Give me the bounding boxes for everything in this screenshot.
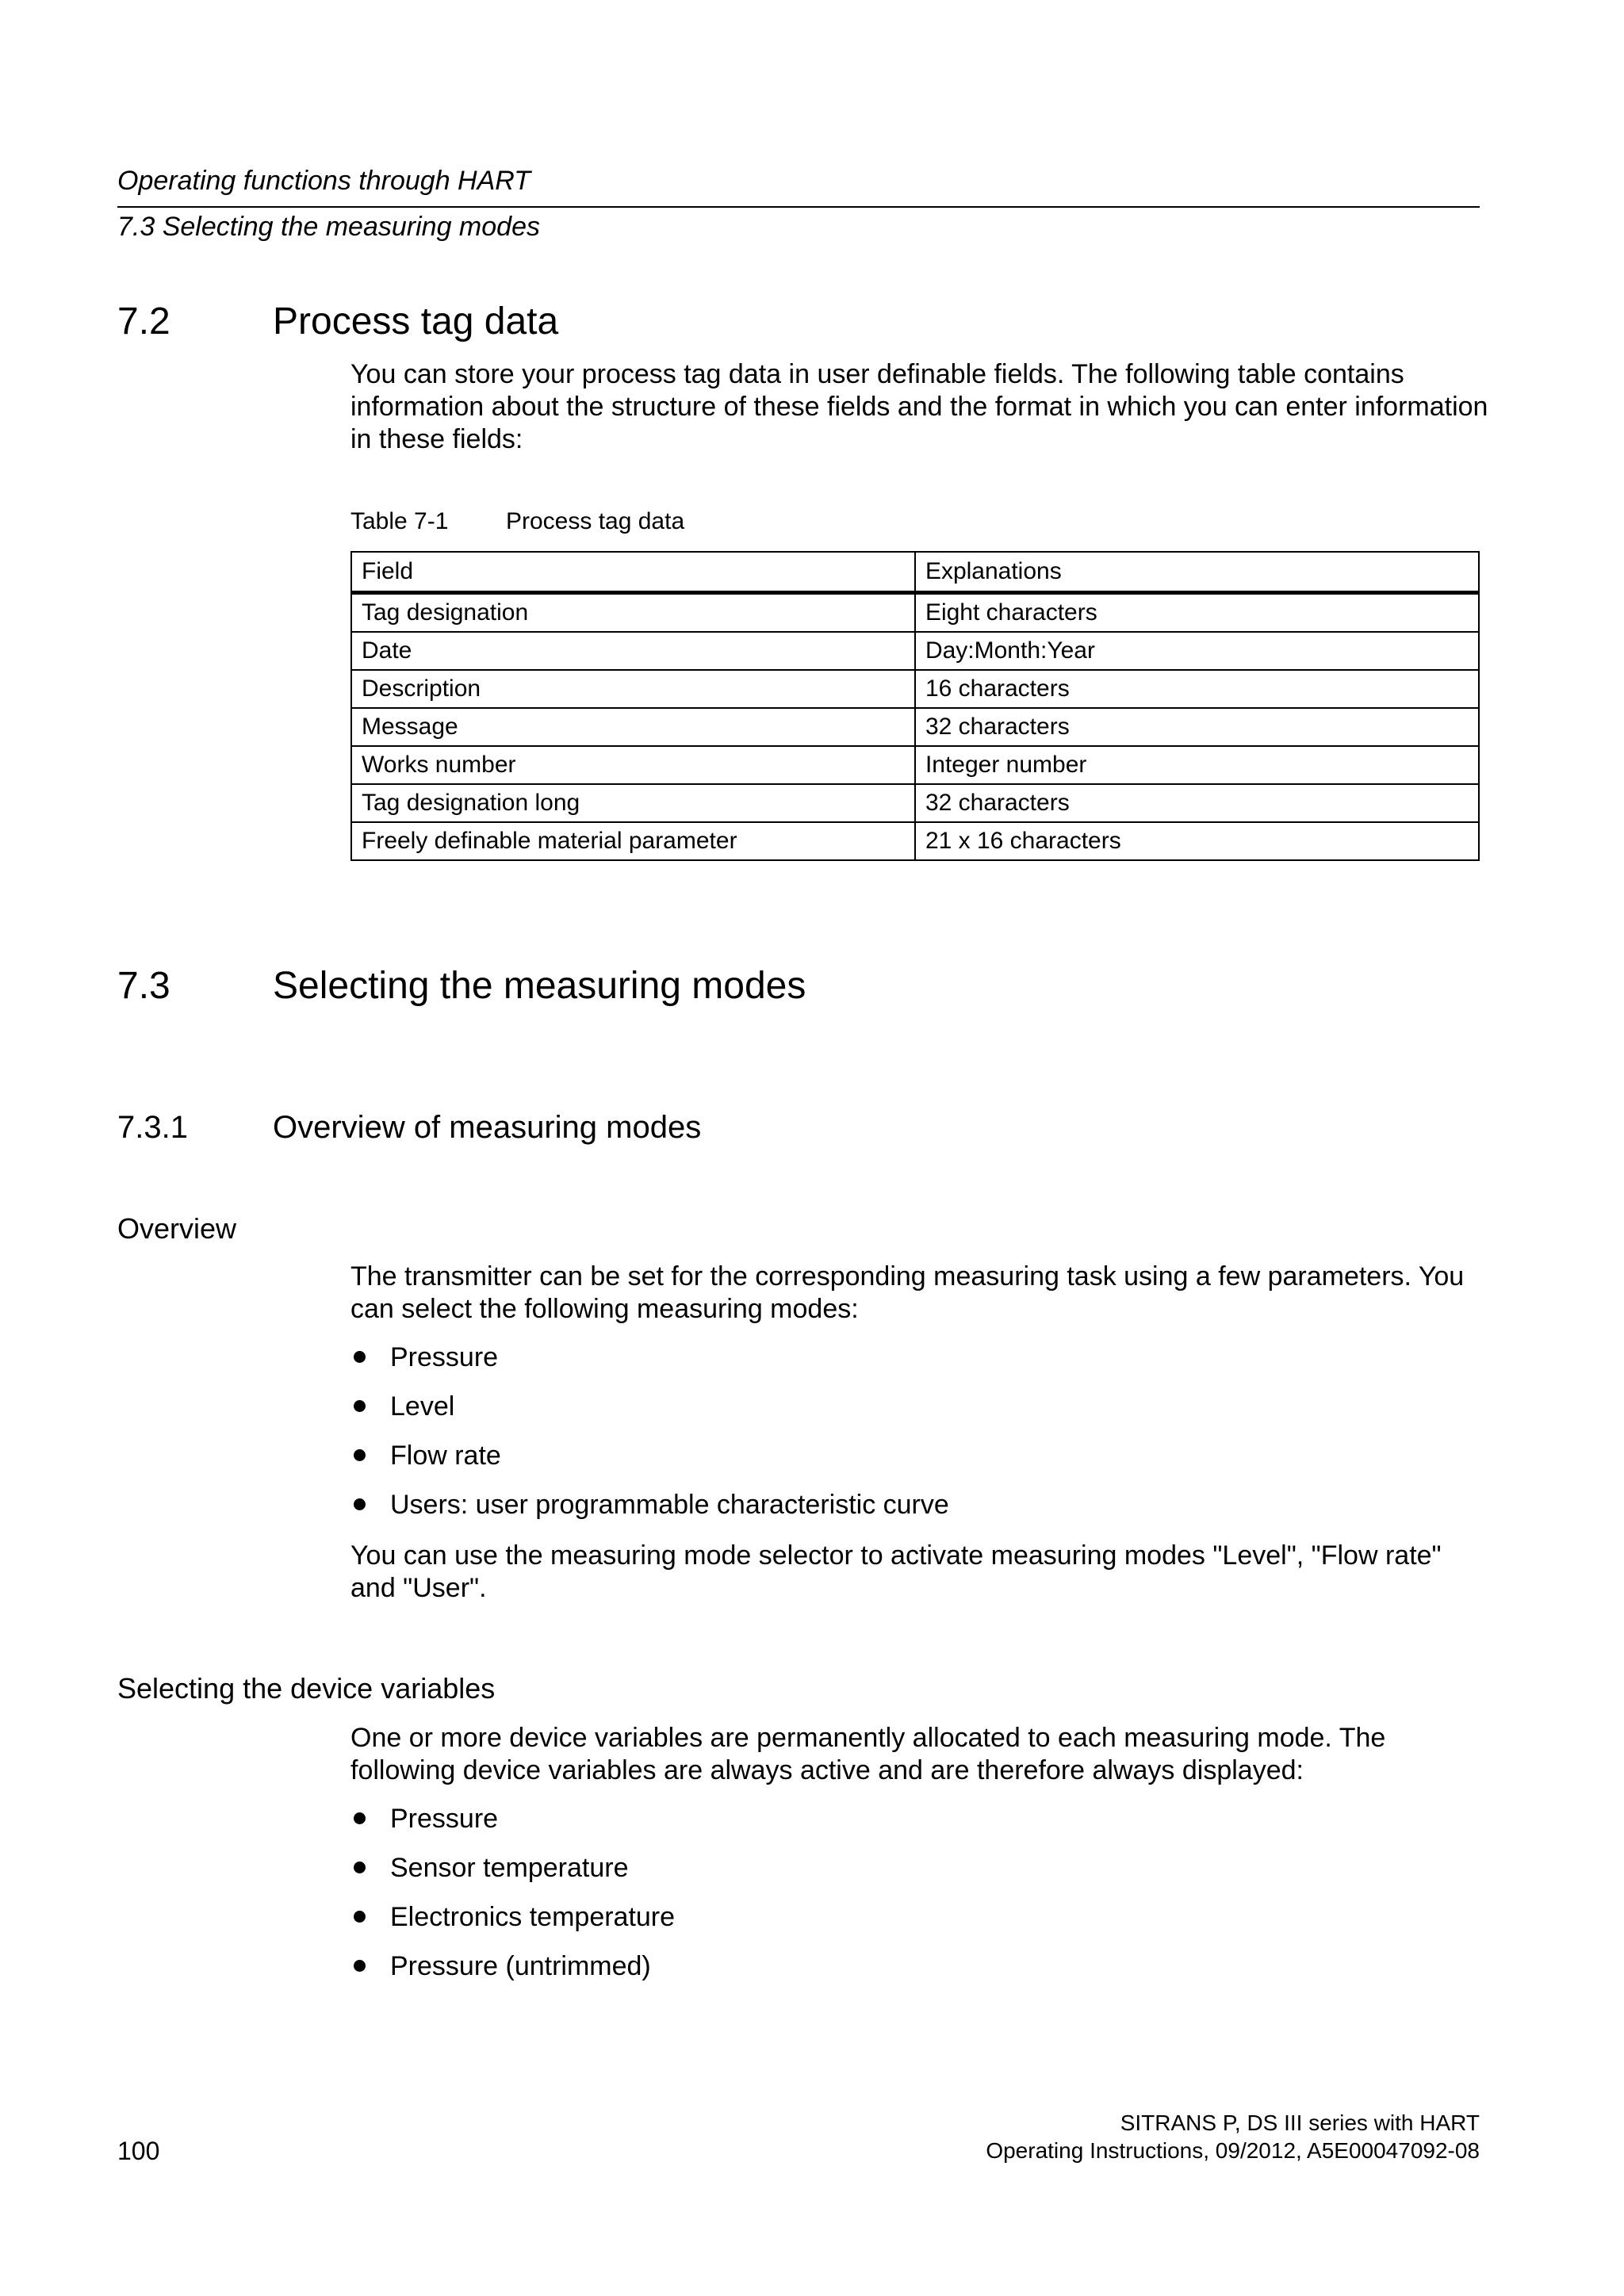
section-7-3-title: Selecting the measuring modes	[273, 965, 806, 1007]
table-cell-field: Freely definable material parameter	[351, 822, 915, 860]
section-7-3-1-number: 7.3.1	[117, 1110, 188, 1145]
list-item-text: Electronics temperature	[390, 1902, 676, 1932]
list-item-text: Pressure	[390, 1342, 499, 1372]
table-row	[351, 746, 1479, 784]
table-row	[351, 822, 1479, 860]
table-cell-explanation: 32 characters	[915, 708, 1479, 746]
running-header-section: 7.3 Selecting the measuring modes	[117, 212, 540, 242]
list-item-text: Users: user programmable characteristic curve	[390, 1490, 949, 1520]
table-caption-number: Table 7-1	[350, 508, 449, 534]
table-cell-explanation: 16 characters	[915, 670, 1479, 708]
table-cell-explanation: Day:Month:Year	[915, 632, 1479, 670]
table-cell-field: Tag designation long	[351, 784, 915, 822]
table-header-explanations: Explanations	[915, 552, 1479, 593]
section-7-3-number: 7.3	[117, 965, 170, 1007]
table-cell-explanation: 32 characters	[915, 784, 1479, 822]
table-row	[351, 593, 1479, 633]
overview-closing: You can use the measuring mode selector to activate measuring modes "Level", "Flow rate" and "User".	[350, 1540, 1442, 1603]
list-item-text: Flow rate	[390, 1441, 501, 1471]
running-header-title: Operating functions through HART	[117, 166, 530, 196]
table-caption	[350, 507, 684, 536]
section-7-2-intro: You can store your process tag data in user definable fields. The following table contains information about the structure of these fields and the format in which you can enter information in these fields:	[350, 359, 1488, 454]
bullet-icon	[354, 1960, 366, 1972]
overview-heading: Overview	[117, 1212, 237, 1245]
list-item-text: Pressure (untrimmed)	[390, 1951, 651, 1981]
table-cell-field: Message	[351, 708, 915, 746]
section-7-2-title: Process tag data	[273, 300, 559, 342]
list-item	[350, 1391, 949, 1440]
footer-product: SITRANS P, DS III series with HART	[1120, 2110, 1480, 2135]
list-item-text: Sensor temperature	[390, 1853, 629, 1883]
table-row	[351, 632, 1479, 670]
list-item	[350, 1950, 675, 1999]
table-row	[351, 708, 1479, 746]
table-row	[351, 784, 1479, 822]
table-header-row	[351, 552, 1479, 593]
bullet-icon	[354, 1862, 366, 1873]
bullet-icon	[354, 1351, 366, 1363]
measuring-modes-list	[350, 1341, 949, 1538]
table-cell-explanation: Eight characters	[915, 593, 1479, 633]
bullet-icon	[354, 1911, 366, 1923]
page-number: 100	[117, 2137, 160, 2165]
list-item	[350, 1901, 675, 1950]
header-rule	[117, 206, 1480, 208]
list-item-text: Pressure	[390, 1804, 499, 1834]
list-item-text: Level	[390, 1391, 455, 1422]
footer-document: Operating Instructions, 09/2012, A5E00047092-08	[986, 2138, 1480, 2163]
list-item	[350, 1803, 675, 1852]
footer-document-info	[986, 2109, 1480, 2164]
table-row	[351, 670, 1479, 708]
section-7-3-1-title: Overview of measuring modes	[273, 1110, 702, 1145]
list-item	[350, 1440, 949, 1489]
table-cell-field: Date	[351, 632, 915, 670]
table-cell-field: Works number	[351, 746, 915, 784]
bullet-icon	[354, 1812, 366, 1824]
device-variables-heading: Selecting the device variables	[117, 1672, 496, 1705]
table-header-field: Field	[351, 552, 915, 593]
table-cell-explanation: 21 x 16 characters	[915, 822, 1479, 860]
table-cell-field: Tag designation	[351, 593, 915, 633]
bullet-icon	[354, 1449, 366, 1461]
list-item	[350, 1489, 949, 1538]
bullet-icon	[354, 1498, 366, 1510]
bullet-icon	[354, 1400, 366, 1412]
table-caption-title: Process tag data	[506, 508, 685, 534]
list-item	[350, 1852, 675, 1901]
process-tag-table	[350, 551, 1480, 861]
device-variables-list	[350, 1803, 675, 1999]
overview-intro: The transmitter can be set for the corresponding measuring task using a few parameters. You can select the following measuring modes:	[350, 1261, 1465, 1324]
section-7-2-number: 7.2	[117, 300, 170, 342]
list-item	[350, 1341, 949, 1391]
device-variables-intro: One or more device variables are permanently allocated to each measuring mode. The following device variables are always active and are therefore always displayed:	[350, 1723, 1386, 1785]
table-cell-field: Description	[351, 670, 915, 708]
table-cell-explanation: Integer number	[915, 746, 1479, 784]
